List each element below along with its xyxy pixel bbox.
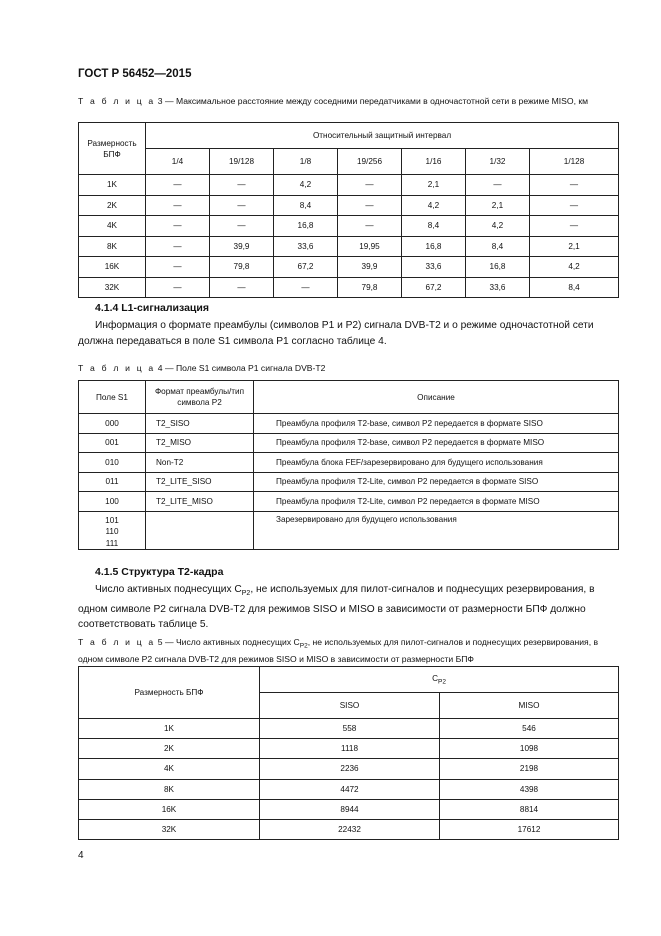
table4-header-format: Формат преамбулы/тип символа P2 xyxy=(146,381,254,414)
table3-cell: — xyxy=(530,195,619,216)
table5-miso-value: 8814 xyxy=(440,799,619,819)
table4-reserved-format xyxy=(146,511,254,550)
table4-description: Преамбула профиля T2-Lite, символ P2 передается в формате SISO xyxy=(254,472,619,492)
table3-caption xyxy=(78,95,618,107)
table3-cell: 79,8 xyxy=(210,257,274,278)
table3-cell: — xyxy=(146,236,210,257)
table3-row xyxy=(79,236,619,257)
table4-reserved-code: 101 xyxy=(105,515,119,525)
table3-cell: — xyxy=(146,257,210,278)
table4-header-s1: Поле S1 xyxy=(79,381,146,414)
table3-cell: 79,8 xyxy=(338,277,402,298)
table3-caption-text: 3 — Максимальное расстояние между соседними передатчиками в одночастотной сети в режиме MISO, км xyxy=(155,96,589,106)
table4-row xyxy=(79,453,619,473)
table5-miso-value: 4398 xyxy=(440,779,619,799)
table3-subheader: 1/16 xyxy=(402,149,466,175)
table3-cell: 39,9 xyxy=(338,257,402,278)
table3-row xyxy=(79,277,619,298)
table3-cell: 16,8 xyxy=(402,236,466,257)
table3-cell: — xyxy=(210,216,274,237)
table3-cell: — xyxy=(466,175,530,196)
table3-cell: — xyxy=(146,216,210,237)
table4-row xyxy=(79,414,619,434)
table5-fft-size: 32K xyxy=(79,819,260,839)
table3-cell: 16,8 xyxy=(466,257,530,278)
table4-s1-code: 011 xyxy=(79,472,146,492)
table5-caption-prefix: Т а б л и ц а xyxy=(78,637,156,647)
table4-header-description: Описание xyxy=(254,381,619,414)
table3-row-label: 1K xyxy=(79,175,146,196)
table4-s1-code: 010 xyxy=(79,453,146,473)
section-4-1-4-paragraph xyxy=(78,318,618,349)
table5-fft-size: 16K xyxy=(79,799,260,819)
table3-cell: — xyxy=(146,195,210,216)
table3-group-header: Относительный защитный интервал xyxy=(146,123,619,149)
table5-fft-size: 2K xyxy=(79,739,260,759)
table4-format: Non-T2 xyxy=(146,453,254,473)
table4-row xyxy=(79,492,619,512)
table5 xyxy=(78,666,619,840)
table3-row-label: 2K xyxy=(79,195,146,216)
table3-cell: 67,2 xyxy=(402,277,466,298)
table3-cell: 4,2 xyxy=(274,175,338,196)
table4-description: Преамбула профиля T2-Lite, символ P2 передается в формате MISO xyxy=(254,492,619,512)
table5-row xyxy=(79,759,619,779)
table5-caption-text-end: , не используемых для пилот-сигналов и поднесущих резервирования, в одном символе P2 сигнала DVB-T2 для режимов SISO и MISO в зависимости от размерности БПФ xyxy=(78,637,599,664)
table3-subheader: 1/8 xyxy=(274,149,338,175)
table5-row xyxy=(79,739,619,759)
table4-caption xyxy=(78,362,618,374)
table5-siso-value: 4472 xyxy=(260,779,440,799)
table3-cell: 4,2 xyxy=(466,216,530,237)
table4-caption-prefix: Т а б л и ц а xyxy=(78,363,156,373)
table3-row xyxy=(79,257,619,278)
table3-cell: 2,1 xyxy=(402,175,466,196)
table5-row xyxy=(79,799,619,819)
table5-header-siso: SISO xyxy=(260,693,440,719)
table3-cell: 4,2 xyxy=(402,195,466,216)
document-header: ГОСТ Р 56452—2015 xyxy=(78,68,192,80)
table5-fft-size: 4K xyxy=(79,759,260,779)
table3-row-label: 16K xyxy=(79,257,146,278)
table3-cell: — xyxy=(338,216,402,237)
table3-cell: — xyxy=(530,175,619,196)
table3-cell: — xyxy=(210,195,274,216)
table5-siso-value: 8944 xyxy=(260,799,440,819)
table5-row xyxy=(79,779,619,799)
table4-reserved-desc: Зарезервировано для будущего использования xyxy=(254,511,619,550)
table3-row xyxy=(79,216,619,237)
table3-subheader: 19/256 xyxy=(338,149,402,175)
table4-description: Преамбула профиля T2-base, символ P2 передается в формате SISO xyxy=(254,414,619,434)
table3-cell: 8,4 xyxy=(466,236,530,257)
table3-cell: 2,1 xyxy=(530,236,619,257)
section-4-1-5-heading: 4.1.5 Структура T2-кадра xyxy=(95,566,224,578)
table3-cell: — xyxy=(146,277,210,298)
table3-cell: 4,2 xyxy=(530,257,619,278)
table3-cell: 39,9 xyxy=(210,236,274,257)
table3-cell: — xyxy=(530,216,619,237)
table5-fft-size: 8K xyxy=(79,779,260,799)
table3-cell: 67,2 xyxy=(274,257,338,278)
table5-col0-header: Размерность БПФ xyxy=(79,667,260,719)
table3-cell: 8,4 xyxy=(402,216,466,237)
table3-cell: — xyxy=(210,277,274,298)
table4-s1-code: 001 xyxy=(79,433,146,453)
page-number: 4 xyxy=(78,850,84,861)
table5-caption-text-start: 5 — Число активных поднесущих C xyxy=(155,637,300,647)
table5-miso-value: 546 xyxy=(440,719,619,739)
table3-row-label: 4K xyxy=(79,216,146,237)
table4-description: Преамбула профиля T2-base, символ P2 передается в формате MISO xyxy=(254,433,619,453)
table3-cell: 33,6 xyxy=(466,277,530,298)
table4-reserved-code: 110 xyxy=(105,527,119,536)
table5-fft-size: 1K xyxy=(79,719,260,739)
table3-row xyxy=(79,195,619,216)
table5-siso-value: 22432 xyxy=(260,819,440,839)
table4-format: T2_LITE_MISO xyxy=(146,492,254,512)
table3-cell: 8,4 xyxy=(530,277,619,298)
table3-subheader: 1/128 xyxy=(530,149,619,175)
table3-cell: 33,6 xyxy=(274,236,338,257)
table3-cell: 19,95 xyxy=(338,236,402,257)
table4-format: T2_SISO xyxy=(146,414,254,434)
table4 xyxy=(78,380,619,550)
table5-group-sub: P2 xyxy=(437,678,446,686)
table3-col0-header: Размерность БПФ xyxy=(79,123,146,175)
section-4-1-5-subscript: P2 xyxy=(241,590,251,598)
table3-cell: 33,6 xyxy=(402,257,466,278)
table4-format: T2_LITE_SISO xyxy=(146,472,254,492)
table5-row xyxy=(79,719,619,739)
table3-cell: 8,4 xyxy=(274,195,338,216)
table4-format: T2_MISO xyxy=(146,433,254,453)
table5-miso-value: 17612 xyxy=(440,819,619,839)
table3-row-label: 32K xyxy=(79,277,146,298)
section-4-1-5-text-end: , не используемых для пилот-сигналов и поднесущих резервирования, в одном символе P2 сигнала DVB-T2 для режимов SISO и MISO в зависимости от размерности БПФ должно соответствовать таблице 5. xyxy=(78,584,595,631)
table4-row xyxy=(79,472,619,492)
table4-s1-code: 100 xyxy=(79,492,146,512)
table5-caption-subscript: P2 xyxy=(299,642,308,650)
table4-caption-text: 4 — Поле S1 символа P1 сигнала DVB-T2 xyxy=(155,363,326,373)
table5-group-main: C xyxy=(432,673,438,683)
table4-reserved-codes xyxy=(79,511,146,550)
table5-caption xyxy=(78,636,618,665)
table4-description: Преамбула блока FEF/зарезервировано для будущего использования xyxy=(254,453,619,473)
section-4-1-4-heading: 4.1.4 L1-сигнализация xyxy=(95,302,209,314)
table5-siso-value: 1118 xyxy=(260,739,440,759)
table5-header-miso: MISO xyxy=(440,693,619,719)
table3-cell: — xyxy=(274,277,338,298)
table3 xyxy=(78,122,619,298)
table3-cell: — xyxy=(210,175,274,196)
table3-subheader: 1/4 xyxy=(146,149,210,175)
section-4-1-4-text: Информация о формате преамбулы (символов P1 и P2) сигнала DVB-T2 и о режиме одночастотной сети должна передаваться в поле S1 символа P1 согласно таблице 4. xyxy=(78,320,594,347)
section-4-1-5-paragraph xyxy=(78,582,618,633)
table3-subheader: 1/32 xyxy=(466,149,530,175)
table3-cell: — xyxy=(338,195,402,216)
table4-reserved-code: 111 xyxy=(105,538,119,548)
table5-siso-value: 558 xyxy=(260,719,440,739)
table3-cell: — xyxy=(146,175,210,196)
table3-row xyxy=(79,175,619,196)
table3-cell: 2,1 xyxy=(466,195,530,216)
table5-siso-value: 2236 xyxy=(260,759,440,779)
table5-row xyxy=(79,819,619,839)
table5-miso-value: 1098 xyxy=(440,739,619,759)
table3-row-label: 8K xyxy=(79,236,146,257)
table5-group-header xyxy=(260,667,619,693)
table4-row xyxy=(79,433,619,453)
table3-subheader: 19/128 xyxy=(210,149,274,175)
table5-miso-value: 2198 xyxy=(440,759,619,779)
table3-cell: 16,8 xyxy=(274,216,338,237)
section-4-1-5-text-start: Число активных поднесущих C xyxy=(95,584,242,595)
table4-s1-code: 000 xyxy=(79,414,146,434)
table3-cell: — xyxy=(338,175,402,196)
table3-caption-prefix: Т а б л и ц а xyxy=(78,96,156,106)
